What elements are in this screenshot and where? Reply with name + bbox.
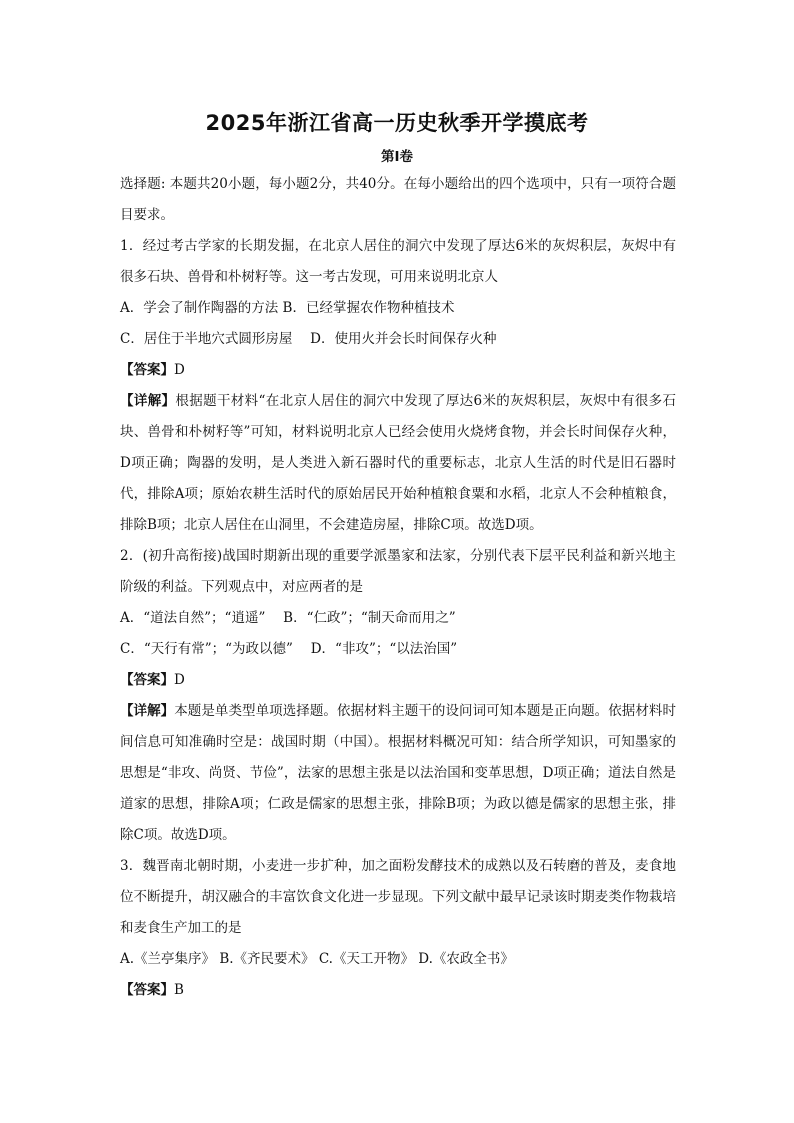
instructions-text: 选择题: 本题共20小题，每小题2分，共40分。在每小题给出的四个选项中，只有一项符合题目要求。 xyxy=(120,176,676,223)
detail-text: 本题是单类型单项选择题。依据材料主题干的设问词可知本题是正向题。依据材料时间信息可知准确时空是：战国时期（中国）。根据材料概况可知：结合所学知识，可知墨家的思想是“非攻、尚贤、节俭”，法家的思想主张是以法治国和变革思想，D项正确；道法自然是道家的思想，排除A项；仁政是儒家的思想主张，排除B项；为政以德是儒家的思想主张，排除C项。故选D项。 xyxy=(120,703,676,843)
answer-label: 【答案】 xyxy=(120,362,174,378)
answer-label: 【答案】 xyxy=(120,672,174,688)
answer-value: D xyxy=(174,362,185,378)
question-options: A．学会了制作陶器的方法 B．已经掌握农作物种植技术 xyxy=(120,300,455,316)
detail-label: 【详解】 xyxy=(120,703,175,719)
question-options: C．“天行有常”；“为政以德” D．“非攻”；“以法治国” xyxy=(120,641,458,657)
detail-text: 根据题干材料“在北京人居住的洞穴中发现了厚达6米的灰烬积层，灰烬中有很多石块、兽骨和朴树籽等”可知，材料说明北京人已经会使用火烧烤食物，并会长时间保存火种，D项正确；陶器的发明，是人类进入新石器时代的重要标志，北京人生活的时代是旧石器时代，排除A项；原始农耕生活时代的原始居民开始种植粮食粟和水稻，北京人不会种植粮食，排除B项；北京人居住在山洞里，不会建造房屋，排除C项。故选D项。 xyxy=(120,393,676,533)
detail-paragraph xyxy=(120,696,676,851)
answer-line xyxy=(120,665,676,696)
answer-line xyxy=(120,355,676,386)
answer-label: 【答案】 xyxy=(120,982,174,998)
exam-body xyxy=(120,169,676,1006)
question-stem: 1．经过考古学家的长期发掘，在北京人居住的洞穴中发现了厚达6米的灰烬积层，灰烬中有很多石块、兽骨和朴树籽等。这一考古发现，可用来说明北京人 xyxy=(120,238,676,285)
section-heading: 第Ⅰ卷 xyxy=(380,149,414,165)
question-options: C．居住于半地穴式圆形房屋 D．使用火并会长时间保存火种 xyxy=(120,331,497,347)
answer-value: D xyxy=(174,672,185,688)
answer-value: B xyxy=(174,982,184,998)
detail-paragraph xyxy=(120,386,676,541)
question-stem: 3．魏晋南北朝时期，小麦进一步扩种，加之面粉发酵技术的成熟以及石转磨的普及，麦食地位不断提升，胡汉融合的丰富饮食文化进一步显现。下列文献中最早记录该时期麦类作物栽培和麦食生产加工的是 xyxy=(120,858,676,936)
detail-label: 【详解】 xyxy=(120,393,176,409)
answer-line xyxy=(120,975,676,1006)
page-title: 2025年浙江省高一历史秋季开学摸底考 xyxy=(205,111,589,135)
question-options: A．“道法自然”；“逍遥” B．“仁政”；“制天命而用之” xyxy=(120,610,456,626)
question-options: A.《兰亭集序》 B.《齐民要术》 C.《天工开物》 D.《农政全书》 xyxy=(120,951,514,967)
question-stem: 2．(初升高衔接)战国时期新出现的重要学派墨家和法家，分别代表下层平民利益和新兴地主阶级的利益。下列观点中，对应两者的是 xyxy=(120,548,676,595)
